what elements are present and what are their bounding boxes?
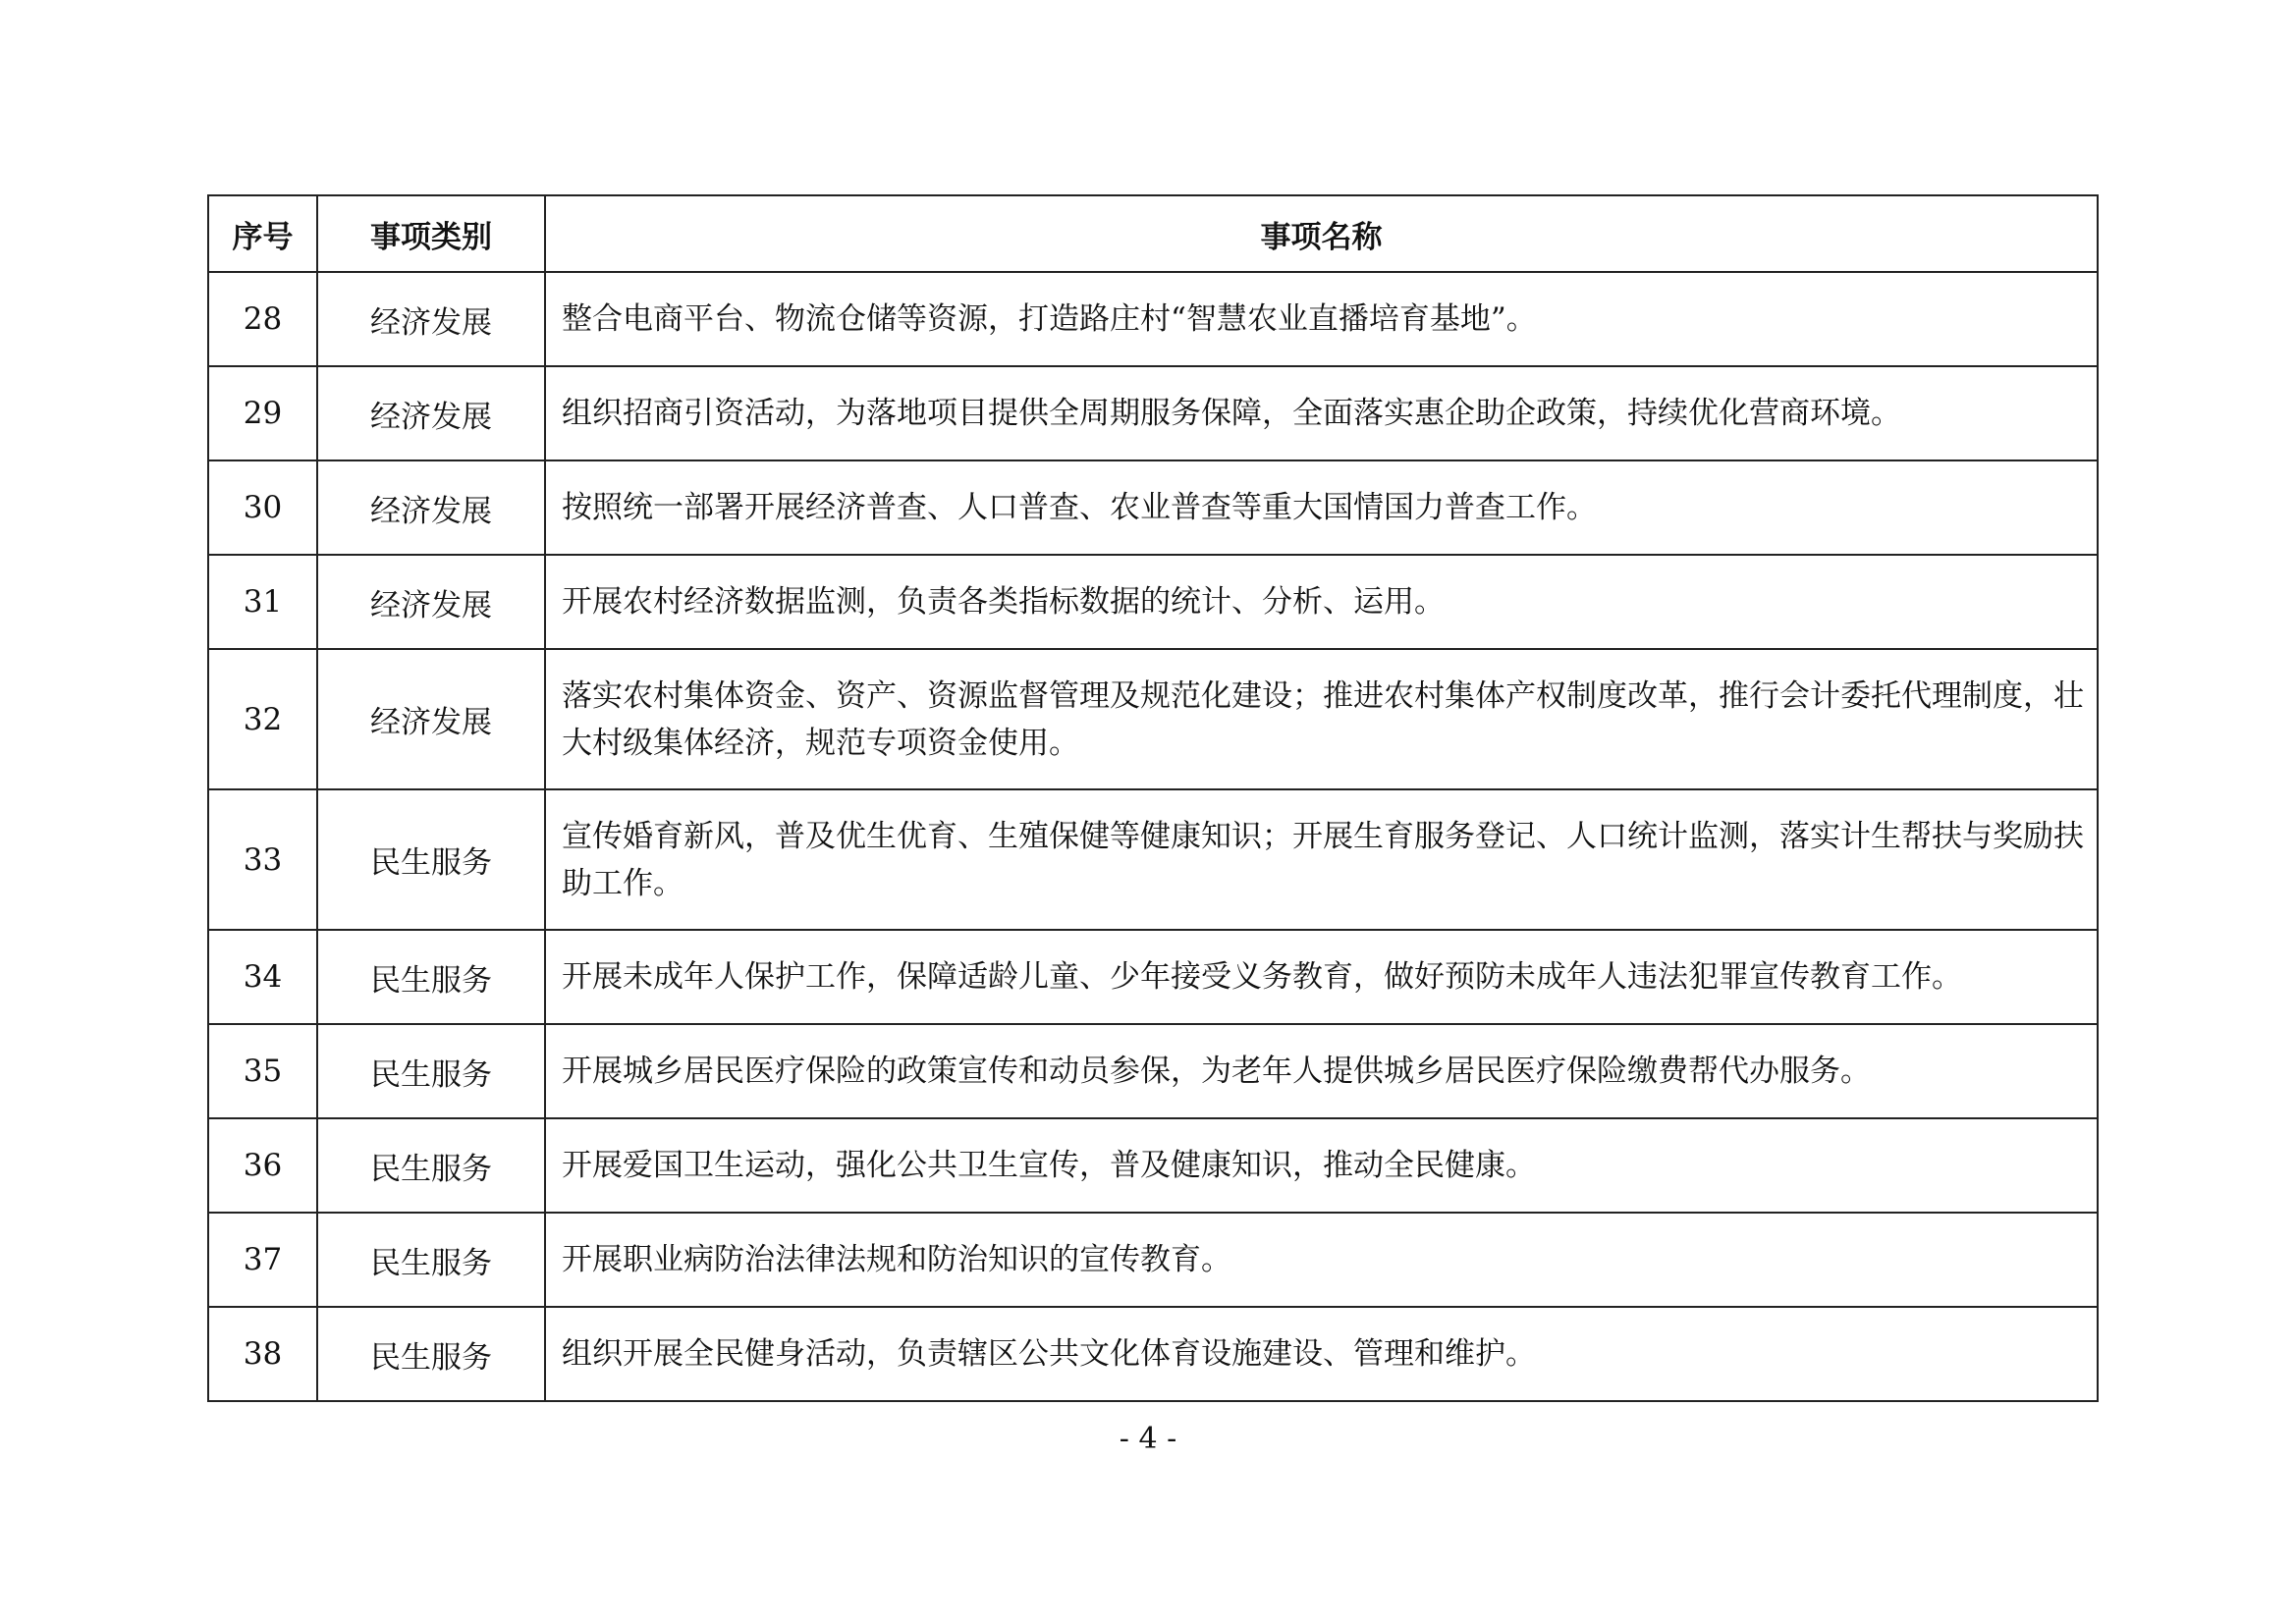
- row-item-name: 组织招商引资活动，为落地项目提供全周期服务保障，全面落实惠企助企政策，持续优化营商环境。: [545, 366, 2098, 460]
- row-serial-number: 31: [208, 555, 317, 649]
- row-category: 经济发展: [317, 366, 545, 460]
- row-category: 民生服务: [317, 1213, 545, 1307]
- header-serial-number: 序号: [208, 195, 317, 272]
- table-header-row: [208, 195, 2098, 272]
- row-category: 经济发展: [317, 272, 545, 366]
- table-row: [208, 1118, 2098, 1213]
- row-category: 经济发展: [317, 460, 545, 555]
- row-category: 经济发展: [317, 555, 545, 649]
- row-category: 民生服务: [317, 789, 545, 930]
- row-item-name: 开展爱国卫生运动，强化公共卫生宣传，普及健康知识，推动全民健康。: [545, 1118, 2098, 1213]
- row-serial-number: 34: [208, 930, 317, 1024]
- row-serial-number: 29: [208, 366, 317, 460]
- row-serial-number: 28: [208, 272, 317, 366]
- row-item-name: 宣传婚育新风，普及优生优育、生殖保健等健康知识；开展生育服务登记、人口统计监测，落实计生帮扶与奖励扶助工作。: [545, 789, 2098, 930]
- table-row: [208, 789, 2098, 930]
- table-row: [208, 366, 2098, 460]
- row-item-name: 开展城乡居民医疗保险的政策宣传和动员参保，为老年人提供城乡居民医疗保险缴费帮代办服务。: [545, 1024, 2098, 1118]
- table-row: [208, 649, 2098, 789]
- row-category: 民生服务: [317, 1118, 545, 1213]
- row-category: 民生服务: [317, 1024, 545, 1118]
- row-serial-number: 36: [208, 1118, 317, 1213]
- row-serial-number: 32: [208, 649, 317, 789]
- table-row: [208, 460, 2098, 555]
- row-item-name: 按照统一部署开展经济普查、人口普查、农业普查等重大国情国力普查工作。: [545, 460, 2098, 555]
- row-category: 经济发展: [317, 649, 545, 789]
- row-category: 民生服务: [317, 1307, 545, 1401]
- table-row: [208, 555, 2098, 649]
- header-item-category: 事项类别: [317, 195, 545, 272]
- row-item-name: 整合电商平台、物流仓储等资源，打造路庄村“智慧农业直播培育基地”。: [545, 272, 2098, 366]
- row-item-name: 开展职业病防治法律法规和防治知识的宣传教育。: [545, 1213, 2098, 1307]
- table-row: [208, 930, 2098, 1024]
- row-serial-number: 38: [208, 1307, 317, 1401]
- table-row: [208, 1307, 2098, 1401]
- row-serial-number: 37: [208, 1213, 317, 1307]
- table-row: [208, 1024, 2098, 1118]
- row-item-name: 落实农村集体资金、资产、资源监督管理及规范化建设；推进农村集体产权制度改革，推行会计委托代理制度，壮大村级集体经济，规范专项资金使用。: [545, 649, 2098, 789]
- row-serial-number: 33: [208, 789, 317, 930]
- page-number: - 4 -: [1119, 1422, 1177, 1456]
- row-serial-number: 30: [208, 460, 317, 555]
- table-row: [208, 272, 2098, 366]
- items-table: [207, 194, 2099, 1402]
- row-category: 民生服务: [317, 930, 545, 1024]
- header-item-name: 事项名称: [545, 195, 2098, 272]
- row-item-name: 开展农村经济数据监测，负责各类指标数据的统计、分析、运用。: [545, 555, 2098, 649]
- row-serial-number: 35: [208, 1024, 317, 1118]
- table-row: [208, 1213, 2098, 1307]
- row-item-name: 开展未成年人保护工作，保障适龄儿童、少年接受义务教育，做好预防未成年人违法犯罪宣传教育工作。: [545, 930, 2098, 1024]
- row-item-name: 组织开展全民健身活动，负责辖区公共文化体育设施建设、管理和维护。: [545, 1307, 2098, 1401]
